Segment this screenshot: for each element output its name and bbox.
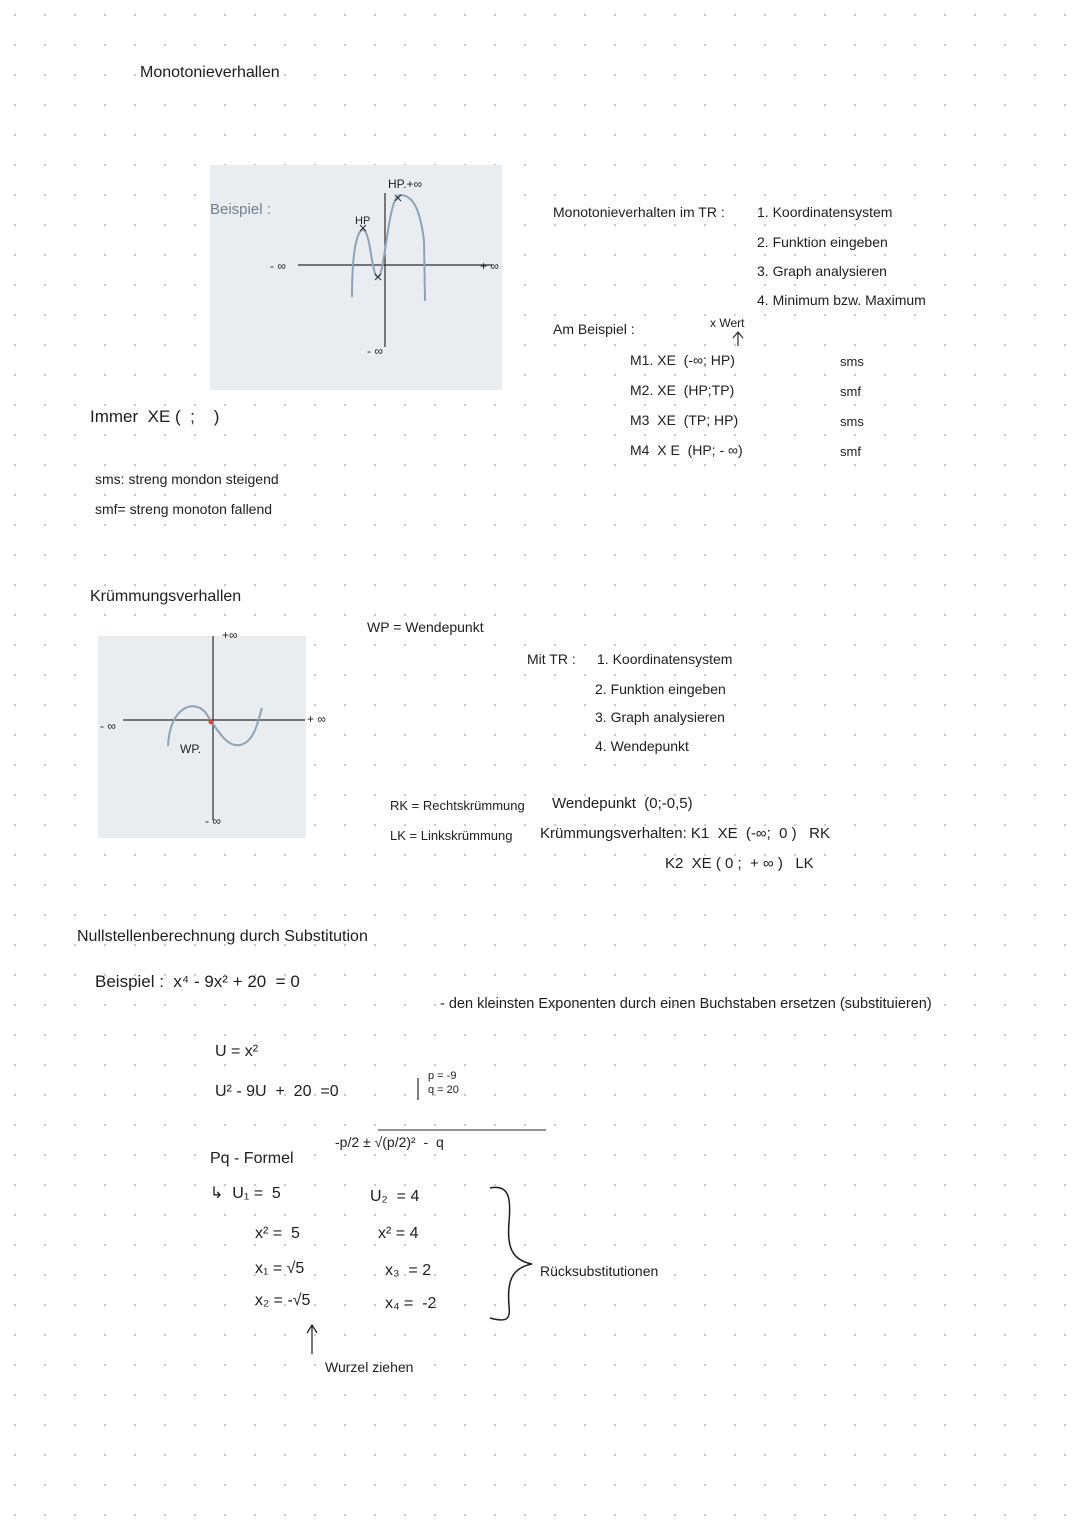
mit-tr-label: Mit TR : [527,651,576,667]
pq-formel-label: Pq - Formel [210,1150,294,1167]
u-definition: U = x² [215,1043,259,1060]
substitution-example: Beispiel : x⁴ - 9x² + 20 = 0 [95,972,300,991]
graph-hp-top: HP.+∞ [388,177,423,191]
curly-brace-icon [480,1180,550,1325]
rk-definition: RK = Rechtskrümmung [390,798,525,813]
u-equation: U² - 9U + 20 =0 [215,1083,339,1100]
tp-mark [375,274,381,280]
x-squared-4: x² = 4 [378,1225,419,1242]
graph-neg-inf-left: - ∞ [100,719,116,733]
tr-title: Monotonieverhalten im TR : [553,204,725,220]
wurzel-ziehen-label: Wurzel ziehen [325,1359,414,1375]
interval-type: sms [840,354,864,369]
tr-step: 3. Graph analysieren [757,263,887,279]
graph-beispiel-label: Beispiel : [210,201,271,218]
wp-definition: WP = Wendepunkt [367,619,484,635]
interval-label: M4 X E (HP; - ∞) [630,442,743,458]
tr-step: 4. Minimum bzw. Maximum [757,292,926,308]
interval-label: M2. XE (HP;TP) [630,382,735,398]
kruemmung-graph-plot [98,636,306,838]
u2-value: U₂ = 4 [370,1188,420,1205]
x-squared-5: x² = 5 [255,1225,300,1242]
interval-type: sms [840,414,864,429]
ruecksubstitutionen-label: Rücksubstitutionen [540,1263,659,1279]
interval-label: M1. XE (-∞; HP) [630,352,735,368]
kruemmung-graph [98,628,326,838]
graph-neg-inf-bottom: - ∞ [205,814,221,828]
interval-type: smf [840,384,861,399]
tr-step: 3. Graph analysieren [595,709,725,725]
sms-definition: sms: streng mondon steigend [95,471,279,487]
x-wert-arrow-icon [728,330,748,348]
graph-neg-inf-bottom: - ∞ [367,344,383,358]
graph-pos-inf-right: + ∞ [307,712,326,726]
lk-definition: LK = Linkskrümmung [390,828,513,843]
graph-pos-inf-right: + ∞ [480,259,499,273]
x2-value: x₂ = -√5 [255,1292,311,1309]
pq-formula: -p/2 ± √(p/2)² - q [335,1134,444,1150]
tr-step: 2. Funktion eingeben [757,234,888,250]
extremum-marks [360,195,401,280]
graph-wp-label: WP. [180,742,202,756]
immer-interval: Immer XE ( ; ) [90,407,220,426]
kruemmung-k1: Krümmungsverhalten: K1 XE (-∞; 0 ) RK [540,825,830,842]
u1-value: ↳ U₁ = 5 [210,1185,281,1202]
graph-pos-inf-top: +∞ [222,628,238,642]
substitution-title: Nullstellenberechnung durch Substitution [77,928,368,945]
p-value: p = -9 [428,1070,457,1082]
substitution-hint: - den kleinsten Exponenten durch einen Buchstaben ersetzen (substituieren) [440,996,932,1012]
smf-definition: smf= streng monoton fallend [95,501,273,517]
pq-separator [416,1078,420,1102]
am-beispiel: Am Beispiel : [553,321,635,337]
monotonie-graph [210,165,502,390]
tr-step: 1. Koordinatensystem [757,204,893,220]
x3-value: x₃ = 2 [385,1262,432,1279]
interval-label: M3 XE (TP; HP) [630,412,739,428]
monotonie-title: Monotonieverhallen [140,64,280,81]
monotonie-graph-plot [210,165,502,390]
wendepunkt-marker [209,720,214,725]
x4-value: x₄ = -2 [385,1295,437,1312]
interval-type: smf [840,444,861,459]
x1-value: x₁ = √5 [255,1260,305,1277]
x-wert-label: x Wert [710,316,745,330]
function-curve [352,195,425,301]
graph-neg-inf-left: - ∞ [270,259,286,273]
wendepunkt-value: Wendepunkt (0;-0,5) [552,795,693,812]
radical-overline [378,1128,568,1134]
tr-step: 2. Funktion eingeben [595,681,726,697]
tr-step: 4. Wendepunkt [595,738,689,754]
kruemmung-title: Krümmungsverhallen [90,588,242,605]
graph-hp-left: HP [355,215,371,227]
tr-step: 1. Koordinatensystem [597,651,733,667]
up-arrow-icon [302,1322,322,1356]
q-value: q = 20 [428,1084,459,1096]
kruemmung-k2: K2 XE ( 0 ; + ∞ ) LK [665,855,814,872]
